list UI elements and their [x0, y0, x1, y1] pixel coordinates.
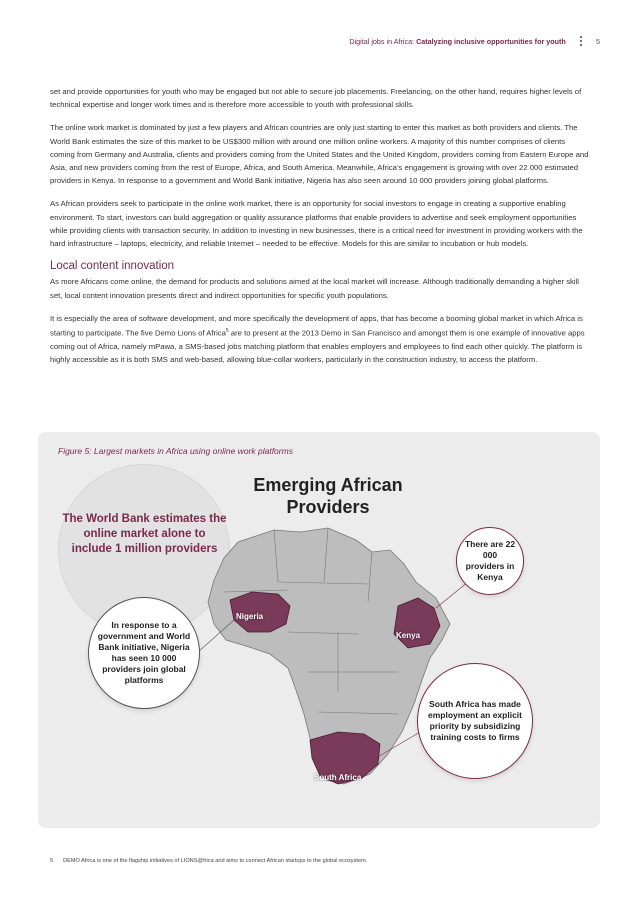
- kenya-label: Kenya: [396, 631, 421, 640]
- kenya-bubble: [456, 527, 524, 595]
- figure-title: Emerging African Providers: [253, 475, 403, 517]
- header-title-main: Digital jobs in Africa:: [349, 36, 417, 46]
- separator-dots-icon: [580, 36, 582, 46]
- paragraph: set and provide opportunities for youth who may be engaged but not able to secure job placements. Freelancing, on the other hand, requires higher levels of technical expertise and longer work times and is therefore more accessible to youth with professional skills.: [50, 87, 582, 110]
- header-title: [349, 37, 565, 46]
- kenya-bubble-text: There are 22 000 providers in Kenya: [464, 539, 516, 582]
- nigeria-bubble: [88, 597, 200, 709]
- header-title-sub: Catalyzing inclusive opportunities for youth: [416, 36, 566, 46]
- figure-panel: [38, 432, 600, 828]
- world-bank-note: The World Bank estimates the online market alone to include 1 million providers: [62, 513, 227, 555]
- paragraph: As African providers seek to participate in the online work market, there is an opportunity for social investors to engage in creating a supportive enabling environment. To start, investors can build aggregation or quality assurance platforms that enable providers to advertise and seek employment opportunities while providing clients with transaction security. In addition to investing in new businesses, there is a critical need for investment in providing workers with the hard infrastructure – laptops, electricity, and reliable Internet – needed to be effective. Models for this are similar to incubation or hub models.: [50, 199, 583, 249]
- body-text: [50, 85, 590, 376]
- figure-caption: Figure 5: Largest markets in Africa using online work platforms: [58, 446, 293, 456]
- connector-line: [436, 582, 468, 608]
- nigeria-bubble-text: In response to a government and World Bank initiative, Nigeria has seen 10 000 providers join global platforms: [97, 620, 191, 685]
- paragraph: The online work market is dominated by just a few players and African countries are only just starting to enter this market as both providers and clients. The World Bank estimates the size of this market to be US$300 million with around one million online workers. A majority of this number comprises of clients coming from Germany and Australia, clients and providers coming from the United States and the United Kingdom, providers coming from Eastern Europe and Asia, and new providers coming from the rest of Europe, Africa, and South America. Meanwhile, Africa’s engagement is growing with over 22 000 estimated providers in Kenya. In response to a government and World Bank initiative, Nigeria has also seen around 10 000 providers joining global platforms.: [50, 123, 589, 186]
- paragraph-text: It is especially the area of software development, and more specifically the development of apps, that has become a booming global market in which Africa is starting to participate. The five Demo Lions of Africa: [50, 313, 583, 338]
- paragraph: [50, 312, 590, 366]
- south-africa-label: South Africa: [314, 773, 362, 782]
- page-number: 5: [595, 36, 600, 46]
- footnote-number: 5: [50, 858, 54, 864]
- running-header: [349, 36, 600, 46]
- footnote-text: DEMO Africa is one of the flagship initiatives of LIONS@frica and aims to connect African startups to the global ecosystem.: [63, 858, 368, 864]
- paragraph-text: are to present at the 2013 Demo in San Francisco and amongst them is one example of innovative apps coming out of Africa, namely mPawa, a SMS-based jobs matching platform that enables employers and employees to find each other quickly. The platform is highly accessible as it is both SMS and web-based, allowing blue-collar workers, particularly in the construction industry, to access the platform.: [50, 328, 585, 365]
- nigeria-label: Nigeria: [236, 612, 264, 621]
- south-africa-bubble: [417, 663, 533, 779]
- footnote: [50, 858, 610, 864]
- footnote-ref: 5: [225, 328, 229, 335]
- section-heading: Local content innovation: [50, 260, 175, 273]
- south-africa-bubble-text: South Africa has made employment an explicit priority by subsidizing training costs to firms: [428, 699, 522, 742]
- paragraph: As more Africans come online, the demand for products and solutions aimed at the local market will increase. Although traditionally demanding a higher skill set, local content innovation presents direct and indirect opportunities for specific youth populations.: [50, 277, 580, 300]
